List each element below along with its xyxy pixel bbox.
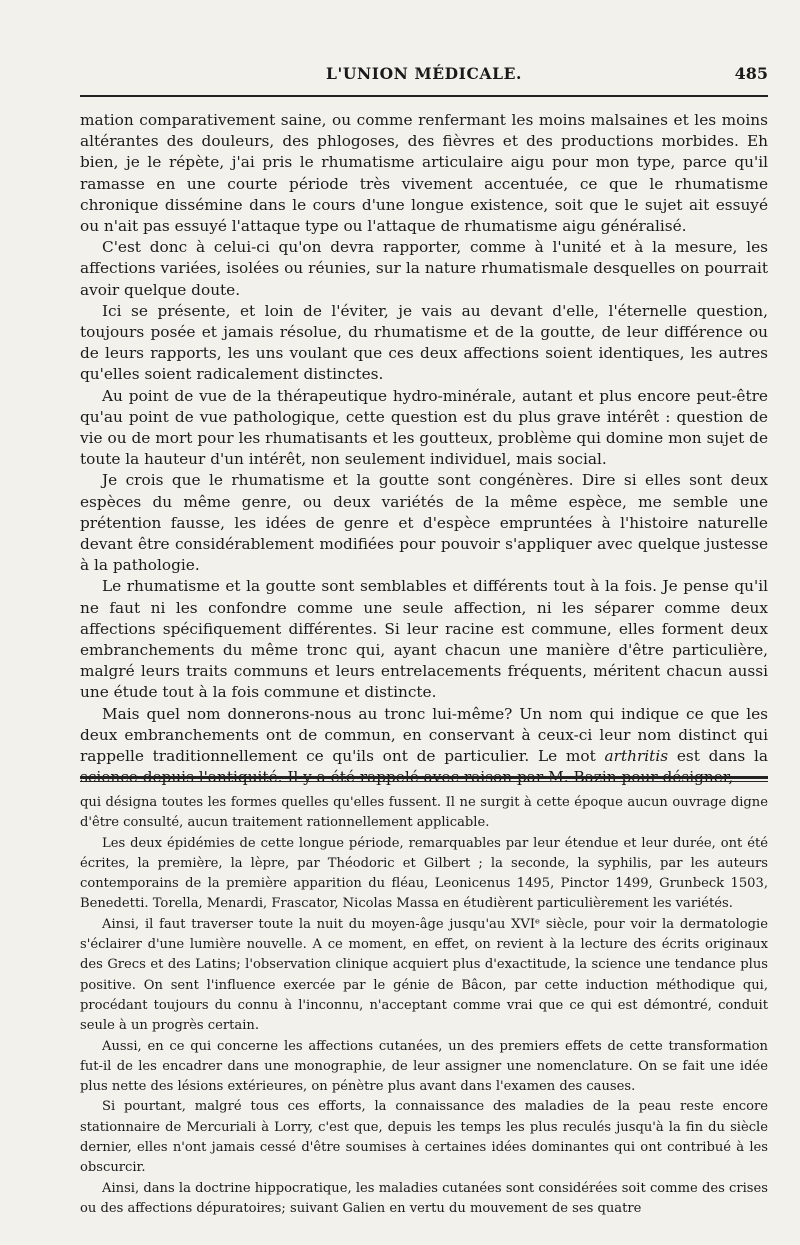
body-paragraph: Ici se présente, et loin de l'éviter, je vais au devant d'elle, l'éternelle question, toujours posée et jamais résolue, du rhumatisme et de la goutte, de leur différence ou de leurs rapports, les uns voulant que ces deux affections soient identiques, les autres qu'elles soient radicalement distinctes. — [80, 301, 768, 384]
main-text — [80, 110, 768, 789]
body-paragraph: Je crois que le rhumatisme et la goutte sont congénères. Dire si elles sont deux espèces du même genre, ou deux variétés de la même espèce, me semble une prétention fausse, les idées de genre et d'espèce empruntées à l'histoire naturelle devant être considérablement modifiées pour pouvoir s'appliquer avec quelque justesse à la pathologie. — [80, 471, 768, 575]
paragraph-end: est dans la — [676, 747, 768, 766]
note-paragraph: qui désigna toutes les formes quelles qu'elles fussent. Il ne surgit à cette époque aucun ouvrage digne d'être consulté, aucun traitement rationnellement applicable. — [80, 795, 768, 831]
body-paragraph: C'est donc à celui-ci qu'on devra rapporter, comme à l'unité et à la mesure, les affections variées, isolées ou réunies, sur la nature rhumatismale desquelles on pourrait avoir quelque doute. — [80, 238, 768, 299]
note-paragraph: Ainsi, il faut traverser toute la nuit du moyen-âge jusqu'au XVIᵉ siècle, pour voir la dermatologie s'éclairer d'une lumière nouvelle. A ce moment, en effet, on revient à la lecture des écrits originaux des Grecs et des Latins; l'observation clinique acquiert plus d'exactitude, la science une tendance plus positive. On sent l'influence exercée par le génie de Bâcon, par cette induction méthodique qui, procédant toujours du connu à l'inconnu, n'acceptant comme vrai que ce qui est démontré, conduit seule à un progrès certain. — [80, 916, 768, 1034]
footnote-separator-thin — [80, 781, 768, 782]
running-title: L'UNION MÉDICALE. — [326, 64, 522, 83]
body-paragraph: mation comparativement saine, ou comme renfermant les moins malsaines et les moins altérantes des douleurs, des phlogoses, des fièvres et des productions morbides. Eh bien, je le répète, j'ai pris le rhumatisme articulaire aigu pour mon type, parce qu'il ramasse en une courte période très vivement accentuée, ce que le rhumatisme chronique dissémine dans le cours d'une longue existence, soit que le sujet ait essuyé ou n'ait pas essuyé l'attaque type ou l'attaque de rhumatisme aigu généralisé. — [80, 111, 768, 236]
italic-term: arthritis — [604, 747, 669, 766]
paragraph-start: Mais quel nom donnerons-nous au tronc lui-même? Un nom qui indique ce que les deux embranchements ont de commun, en conservant à ceux-ci leur nom distinct qui rappelle traditionnellement ce qu'ils ont de particulier. Le mot — [80, 704, 768, 766]
note-paragraph: Les deux épidémies de cette longue période, remarquables par leur étendue et leur durée, ont été écrites, la première, la lèpre, par Théodoric et Gilbert ; la seconde, la syphilis, par les auteurs contemporains de la première apparition du fléau, Leonicenus 1495, Pinctor 1499, Grunbeck 1503, Benedetti. Torella, Menardi, Frascator, Nicolas Massa en étudièrent particulièrement les variétés. — [80, 835, 768, 912]
body-paragraph: Au point de vue de la thérapeutique hydro-minérale, autant et plus encore peut-être qu'au point de vue pathologique, cette question est du plus grave intérêt : question de vie ou de mort pour les rhumatisants et les goutteux, problème qui domine mon sujet de toute la hauteur d'un intérêt, non seulement individuel, mais social. — [80, 386, 768, 469]
footnote-separator-thick — [80, 776, 768, 779]
note-paragraph: Si pourtant, malgré tous ces efforts, la connaissance des maladies de la peau reste encore stationnaire de Mercuriali à Lorry, c'est que, depuis les temps les plus reculés jusqu'à la fin du siècle dernier, elles n'ont jamais cessé d'être soumises à certaines idées dominantes qui ont contribué à les obscurcir. — [80, 1099, 768, 1176]
header-rule — [80, 95, 768, 97]
note-paragraph: Ainsi, dans la doctrine hippocratique, les maladies cutanées sont considérées soit comme des crises ou des affections dépuratoires; suivant Galien en vertu du mouvement de ses quatre — [80, 1180, 768, 1216]
body-paragraph: Le rhumatisme et la goutte sont semblables et différents tout à la fois. Je pense qu'il ne faut ni les confondre comme une seule affection, ni les séparer comme deux affections spécifiquement différentes. Si leur racine est commune, elles forment deux embranchements du même tronc qui, ayant chacun une manière d'être particulière, malgré leurs traits communs et leurs entrelacements fréquents, méritent chacun aussi une étude tout à la fois commune et distincte. — [80, 577, 768, 702]
note-paragraph: Aussi, en ce qui concerne les affections cutanées, un des premiers effets de cette transformation fut-il de les encadrer dans une monographie, de leur assigner une nomenclature. On se fait une idée plus nette des lésions extérieures, on pénètre plus avant dans l'examen des causes. — [80, 1038, 768, 1095]
page-number: 485 — [734, 64, 768, 83]
footnote-text — [80, 793, 768, 1219]
page-header — [80, 64, 768, 92]
